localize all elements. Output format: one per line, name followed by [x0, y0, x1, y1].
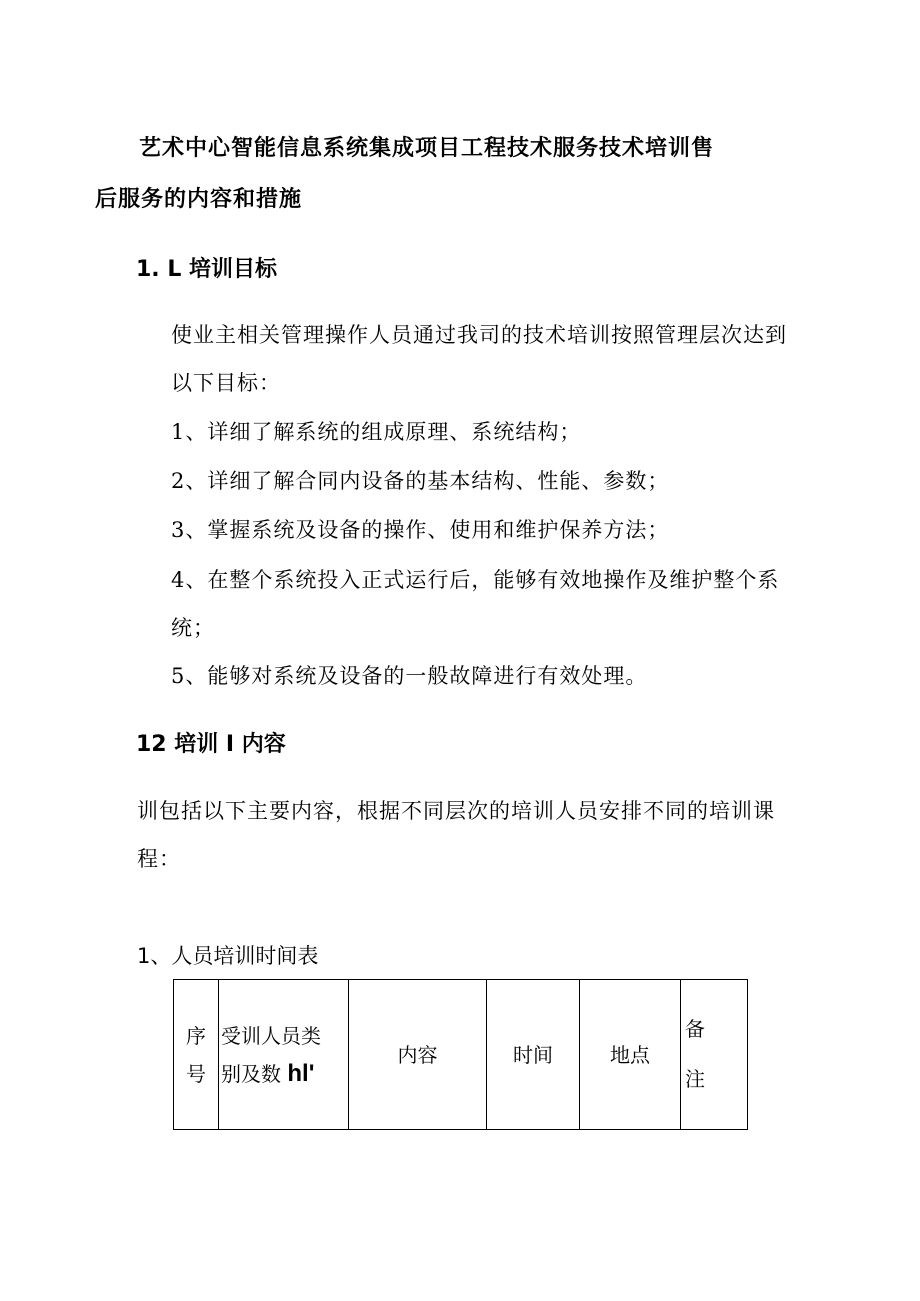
header-trainees-cell [219, 980, 349, 1130]
header-location-cell [580, 980, 681, 1130]
section1-heading: 1. L 培训目标 [136, 257, 278, 282]
header-location: 地点 [610, 1042, 650, 1067]
header-remark-line1: 备 [685, 1017, 705, 1041]
header-trainees-line2: 别及数 [221, 1061, 281, 1086]
header-content-cell [349, 980, 487, 1130]
section1-intro-line2: 以下目标： [171, 371, 281, 395]
header-seq-cell [174, 980, 219, 1130]
header-time: 时间 [513, 1042, 553, 1067]
section1-item-4: 4、在整个系统投入正式运行后，能够有效地操作及维护整个系 [171, 568, 780, 592]
header-remark-cell [681, 980, 748, 1130]
header-remark-line2: 注 [685, 1067, 705, 1091]
training-schedule-table [173, 979, 748, 1130]
header-content: 内容 [397, 1042, 438, 1067]
section1-item-3: 3、掌握系统及设备的操作、使用和维护保养方法； [171, 518, 670, 542]
section2-intro-line1: 训包括以下主要内容，根据不同层次的培训人员安排不同的培训课 [137, 799, 775, 823]
header-seq-line1: 序 [186, 1023, 206, 1048]
section1-item-5: 5、能够对系统及设备的一般故障进行有效处理。 [171, 664, 648, 688]
header-trainees-line1: 受训人员类 [221, 1023, 321, 1048]
section1-item-4-cont: 统； [171, 616, 215, 640]
section2-intro-line2: 程： [137, 847, 181, 871]
header-seq-line2: 号 [186, 1061, 206, 1086]
section1-item-1: 1、详细了解系统的组成原理、系统结构； [171, 420, 582, 444]
header-trainees-line2-wrap [221, 1055, 348, 1093]
section1-item-2: 2、详细了解合同内设备的基本结构、性能、参数； [171, 469, 670, 493]
header-trainees-mark: hl' [287, 1059, 315, 1087]
header-time-cell [487, 980, 580, 1130]
document-title-line1: 艺术中心智能信息系统集成项目工程技术服务技术培训售 [139, 136, 715, 161]
section2-heading: 12 培训 I 内容 [136, 732, 286, 757]
document-title-line2: 后服务的内容和措施 [95, 187, 303, 212]
table-caption: 1、人员培训时间表 [137, 944, 319, 968]
table-header-row [174, 980, 748, 1130]
section1-intro-line1: 使业主相关管理操作人员通过我司的技术培训按照管理层次达到 [171, 323, 787, 347]
